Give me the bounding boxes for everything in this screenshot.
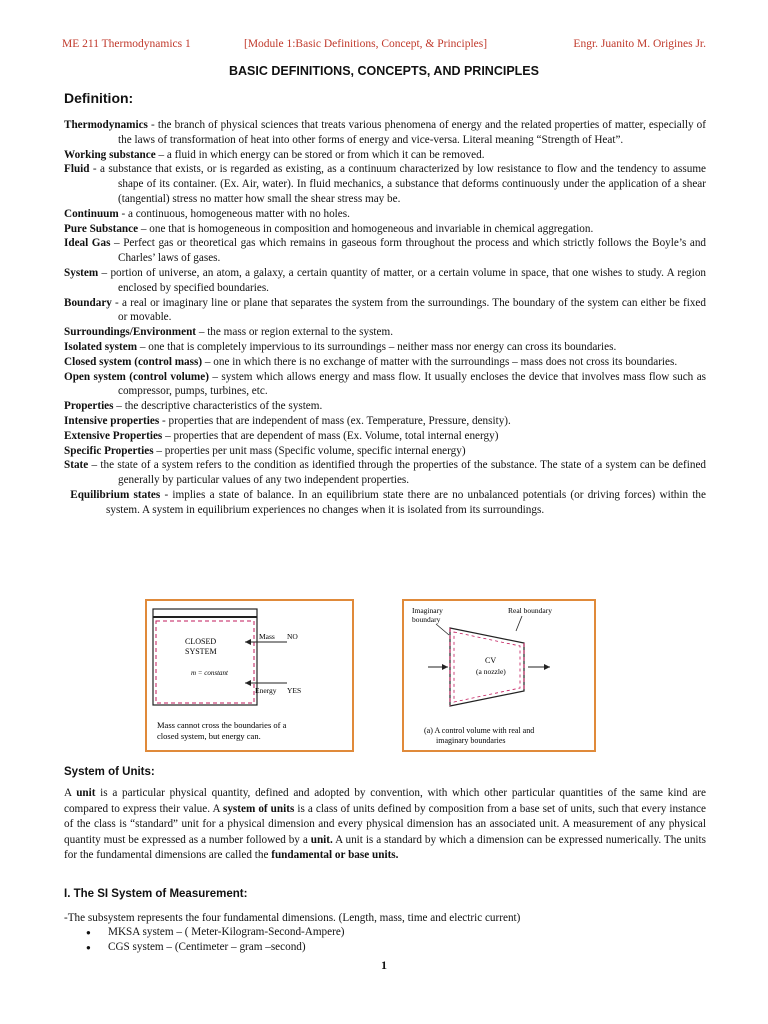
figures-row [145,599,705,752]
definition-sep: – [208,370,222,383]
definition-term: Ideal Gas [64,237,111,250]
definition-text: a fluid in which energy can be stored or from which it can be removed. [166,148,485,161]
mass-arrowhead [245,639,251,645]
definition-sep: - [111,296,122,309]
energy-arrowhead [245,680,251,686]
closed-system-figure [145,599,354,752]
definition-text: portion of universe, an atom, a galaxy, a certain quantity of matter, or a certain volume in space, that one wishes to study. A region enclosed by specified boundaries. [110,266,707,294]
definition-text: the descriptive characteristics of the system. [124,400,323,413]
para-bold: unit [76,787,96,799]
para-text: is a particular physical quantity, defined and adopted by convention, with which other particular quantities of the same kind are compared to express their value. A [64,787,706,815]
definition-sep: – [137,340,149,353]
definition-item [64,236,706,266]
mass-constant-label: m = constant [191,669,228,677]
si-bullet-list [86,925,345,955]
header-course: ME 211 Thermodynamics 1 [62,38,191,50]
imaginary-leader [436,624,449,635]
definition-term: Working substance [64,148,156,161]
definition-sep: – [196,326,208,339]
system-label: SYSTEM [185,647,217,656]
definition-item [64,266,706,296]
header-module: [Module 1:Basic Definitions, Concept, & Principles] [244,38,488,50]
definition-item [64,207,706,222]
no-label: NO [287,632,298,641]
definition-sep: – [110,237,124,250]
definition-term: System [64,266,99,279]
definition-text: a continuous, homogeneous matter with no holes. [128,207,350,220]
definition-term: State [64,459,89,472]
page-header [62,38,706,54]
definition-sep: – [153,444,165,457]
definition-term: Properties [64,400,114,413]
definition-sep: - [159,414,169,427]
definition-item [64,296,706,326]
system-boundary-dashed [156,621,254,703]
definition-heading: Definition: [64,90,134,106]
mass-label: Mass [259,632,275,641]
yes-label: YES [287,686,302,695]
header-author: Engr. Juanito M. Origines Jr. [573,38,706,50]
definition-text: one in which there is no exchange of matter with the surroundings – mass does not cross its boundaries. [213,355,678,368]
para-text: A [64,787,77,799]
definition-term: Pure Substance [64,222,139,235]
definition-text: implies a state of balance. In an equilibrium state there are no unbalanced potentials (or driving forces) within the system. A system in equilibrium experiences no changes when it is isolated from its surroundings. [106,488,706,516]
definition-term: Closed system (control mass) [64,355,203,368]
definition-text: properties per unit mass (Specific volume, specific internal energy) [164,444,466,457]
figure2-caption-line1: (a) A control volume with real and [424,726,535,735]
definition-item [64,414,706,429]
definition-text: one that is completely impervious to its surroundings – neither mass nor energy can cross its boundaries. [148,340,617,353]
container-outline [153,609,257,705]
definition-sep: – [202,355,214,368]
definition-text: properties that are independent of mass (ex. Temperature, Pressure, density). [168,414,511,427]
closed-label: CLOSED [185,637,217,646]
definition-item [64,429,706,444]
definition-sep: – [162,429,174,442]
definition-sep: - [160,488,173,501]
definition-item [64,488,706,518]
definition-text: a substance that exists, or is regarded as existing, as a continuum characterized by low resistance to flow and the tendency to assume shape of its container. (Ex. Air, water). In fluid mechanics, a substance that deforms continuously under the application of a shear (tangential) stress no matter how small the shear stress may be. [99,163,707,205]
control-volume-figure [402,599,596,752]
closed-system-diagram [147,601,352,750]
definition-term: Specific Properties [64,444,154,457]
real-leader [516,616,522,631]
definition-text: the state of a system refers to the condition as identified through the properties of the substance. The state of a system can be defined generally by particular values of any two independent properties. [100,459,707,487]
si-system-heading: I. The SI System of Measurement: [64,888,248,900]
definition-sep: – [88,459,101,472]
definition-sep: - [89,163,100,176]
definition-item [64,162,706,206]
definition-item [64,340,706,355]
definition-item [64,118,706,148]
definition-sep: – [113,400,125,413]
inflow-arrowhead [442,664,448,670]
definition-item [64,399,706,414]
imaginary-label-1: Imaginary [412,606,443,615]
definition-text: the mass or region external to the system. [207,326,393,339]
definitions-list [64,118,706,518]
para-bold: system of units [222,802,295,815]
para-text: is a class of units defined by composition from a base set of units, such that every instance of the class is “standard” unit for a physical dimension and every physical dimension has an associated unit. A measurement of any physical quantity must be expressed as a number followed by a [64,802,706,846]
definition-item [64,444,706,459]
definition-item [64,355,706,370]
cv-label: CV [485,656,497,665]
definition-text: a real or imaginary line or plane that separates the system from the surroundings. The boundary of the system can either be fixed or movable. [118,296,706,324]
definition-sep: – [138,222,150,235]
definition-term: Open system (control volume) [64,370,209,383]
real-boundary-label: Real boundary [508,606,552,615]
definition-text: Perfect gas or theoretical gas which remains in gaseous form throughout the process and which strictly follows the Boyle’s and Charles’ laws of gases. [118,237,707,265]
definition-term: Continuum [64,207,119,220]
definition-sep: – [155,148,167,161]
definition-text: the branch of physical sciences that treats various phenomena of energy and the related properties of matter, especially of the laws of transformation of heat into other forms of energy and vice-versa. Literal meaning “Strength of Heat”. [118,119,706,146]
energy-label: Energy [255,686,277,695]
definition-term: Boundary [64,296,112,309]
definition-sep: - [118,207,129,220]
para-bold: fundamental or base units. [271,849,399,862]
nozzle-label: (a nozzle) [476,667,506,676]
figure2-caption-line2: imaginary boundaries [436,736,506,745]
definition-term: Thermodynamics [64,119,148,131]
definition-term: Intensive properties [64,414,160,427]
definition-term: Fluid [64,163,90,176]
definition-text: system which allows energy and mass flow. It usually encloses the device that involves mass flow such as compressor, pumps, turbines, etc. [118,370,707,398]
definition-sep: – [98,266,111,279]
definition-item [64,458,706,488]
system-of-units-paragraph [64,786,706,864]
outflow-arrowhead [544,664,550,670]
si-description: -The subsystem represents the four fundamental dimensions. (Length, mass, time and electric current) [64,912,521,924]
figure1-caption-line1: Mass cannot cross the boundaries of a [157,720,287,730]
definition-item [64,148,706,163]
definition-text: one that is homogeneous in composition and homogeneous and invariable in chemical aggregation. [149,222,594,235]
definition-term: Surroundings/Environment [64,326,197,339]
definition-item [64,325,706,340]
system-of-units-heading: System of Units: [64,766,155,778]
definition-term: Extensive Properties [64,429,163,442]
definition-term: Isolated system [64,340,138,353]
page-number: 1 [381,958,387,972]
figure1-caption-line2: closed system, but energy can. [157,731,261,741]
definition-sep: - [147,119,158,131]
imaginary-label-2: boundary [412,615,441,624]
list-item: ● MKSA system – ( Meter-Kilogram-Second-Ampere) [86,925,345,940]
definition-term: Equilibrium states [70,488,161,501]
para-bold: unit. [310,833,333,846]
para-text: A unit is a standard by which a dimension can be expressed numerically. The units for the fundamental dimensions are called the [64,833,706,862]
list-item: ● CGS system – (Centimeter – gram –second) [86,940,345,955]
definition-item [64,222,706,237]
page-title: BASIC DEFINITIONS, CONCEPTS, AND PRINCIPLES [229,64,539,78]
control-volume-diagram [404,601,594,750]
definition-item [64,370,706,400]
definition-text: properties that are dependent of mass (Ex. Volume, total internal energy) [173,429,499,442]
